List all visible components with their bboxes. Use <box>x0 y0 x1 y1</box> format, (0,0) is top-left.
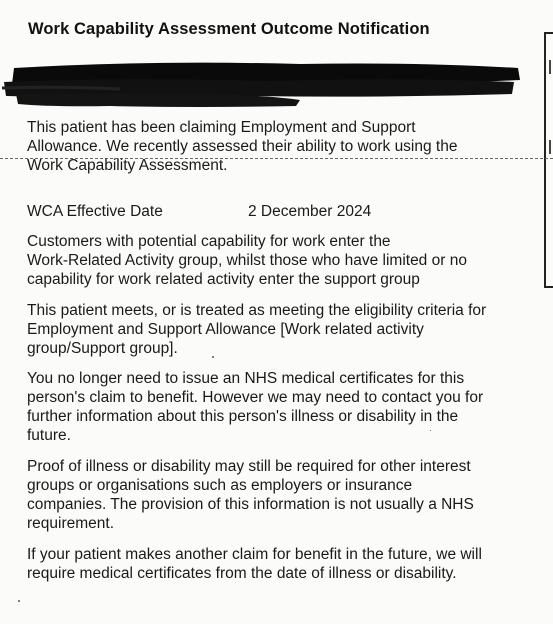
text-line: capability for work related activity enter the support group <box>27 271 420 288</box>
text-line: Customers with potential capability for work enter the <box>27 233 391 250</box>
body-paragraph <box>27 301 532 358</box>
text-line: further information about this person's illness or disability in the <box>27 408 459 425</box>
body-paragraph <box>27 545 532 583</box>
text-line: You no longer need to issue an NHS medical certificates for this <box>27 370 465 387</box>
text-line: Work Capability Assessment. <box>27 157 228 174</box>
intro-paragraph <box>27 118 532 175</box>
text-line: This patient meets, or is treated as meeting the eligibility criteria for <box>27 302 487 319</box>
scan-speck <box>212 356 214 358</box>
text-line: If your patient makes another claim for benefit in the future, we will <box>27 546 482 563</box>
border-mark <box>549 140 551 154</box>
scan-speck <box>430 430 431 431</box>
text-line: groups or organisations such as employers or insurance <box>27 477 413 494</box>
body-paragraph <box>27 457 532 533</box>
document-title: Work Capability Assessment Outcome Notification <box>28 20 430 38</box>
text-line: Allowance. We recently assessed their ability to work using the <box>27 138 458 155</box>
wca-effective-date-value: 2 December 2024 <box>248 203 372 220</box>
border-mark <box>549 60 551 74</box>
text-line: companies. The provision of this information is not usually a NHS <box>27 496 474 513</box>
text-line: person's claim to benefit. However we may need to contact you for <box>27 389 484 406</box>
text-line: Proof of illness or disability may still be required for other interest <box>27 458 471 475</box>
scan-speck <box>18 600 20 602</box>
text-line: Work-Related Activity group, whilst those who have limited or no <box>27 252 467 269</box>
text-line: Employment and Support Allowance [Work related activity <box>27 321 424 338</box>
text-line: require medical certificates from the date of illness or disability. <box>27 565 457 582</box>
text-line: group/Support group]. <box>27 340 178 357</box>
body-paragraph <box>27 232 532 289</box>
redaction-marker <box>0 56 530 116</box>
text-line: This patient has been claiming Employment and Support <box>27 119 416 136</box>
body-paragraph <box>27 369 532 445</box>
text-line: requirement. <box>27 515 115 532</box>
wca-effective-date-label: WCA Effective Date <box>27 203 163 220</box>
text-line: future. <box>27 427 71 444</box>
